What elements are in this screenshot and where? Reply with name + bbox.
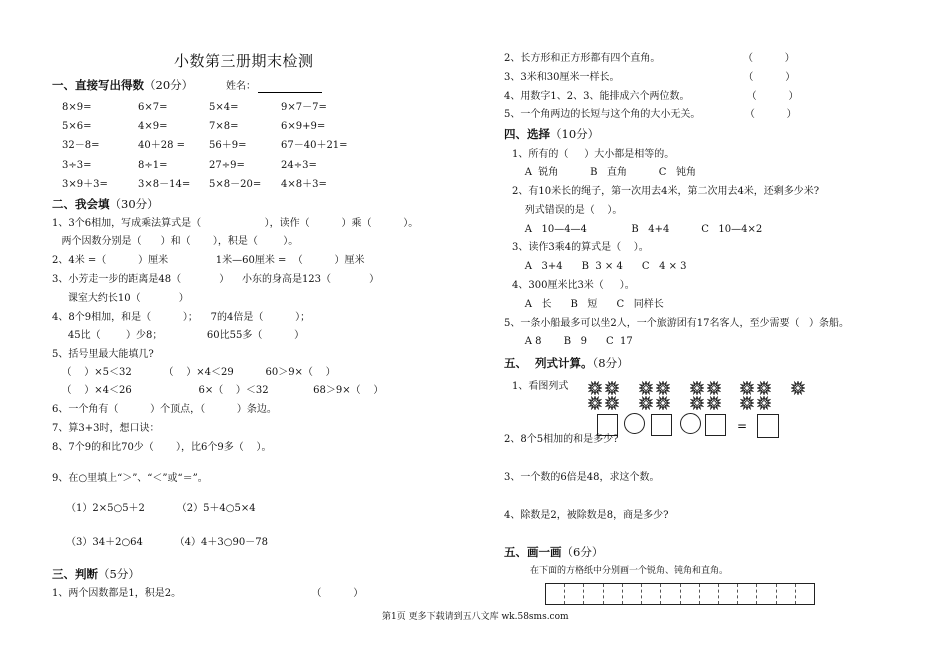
choice-question-line: 列式错误的是（ ）。 xyxy=(512,205,623,216)
sunburst-flower-icon xyxy=(740,381,754,395)
sunburst-flower-icon xyxy=(757,396,771,410)
fill-question-line: （ ）×5＜32 （ ）×4＜29 60＞9×（ ） xyxy=(52,367,336,378)
section-1-points: （20分） xyxy=(144,78,194,92)
arithmetic-item: 8×9= xyxy=(62,102,92,113)
sunburst-flower-icon xyxy=(656,381,670,395)
section-4-points: （10分） xyxy=(550,127,600,141)
section-6-heading xyxy=(504,546,603,560)
section-3-points: （5分） xyxy=(98,567,140,581)
answer-box-2[interactable] xyxy=(651,414,672,436)
grid-paper[interactable] xyxy=(545,583,815,605)
fill-question-line: 8、7个9的和比70少（ ），比6个9多（ ）。 xyxy=(52,442,272,453)
sunburst-flower-icon xyxy=(639,381,653,395)
calc-q3: 3、一个数的6倍是48，求这个数。 xyxy=(504,472,660,483)
fill-question-line: 两个因数分别是（ ）和（ ），积是（ ）。 xyxy=(52,236,299,247)
arithmetic-item: 27÷9= xyxy=(209,159,245,171)
section-1-title: 一、直接写出得数 xyxy=(52,78,144,92)
arithmetic-item: 4×8＋3= xyxy=(281,178,327,190)
section-6-title: 五、画一画 xyxy=(504,545,562,559)
sunburst-flower-icon xyxy=(757,381,771,395)
judge-line: 2、长方形和正方形都有四个直角。 （ ） xyxy=(504,53,795,64)
sunburst-flower-icon xyxy=(656,396,670,410)
choice-question-line: 3、读作3乘4的算式是（ ）。 xyxy=(512,242,649,253)
choice-question-line: 2、有10米长的绳子，第一次用去4米，第二次用去4米，还剩多少米? xyxy=(512,186,820,197)
judge-line: 4、用数字1、2、3、能排成六个两位数。 （ ） xyxy=(504,91,799,102)
arithmetic-item: 56＋9= xyxy=(209,140,247,152)
choice-question-line: A 3+4 B 3 × 4 C 4 × 3 xyxy=(512,261,687,272)
page-footer: 第1页 更多下载请到五八文库 wk.58sms.com xyxy=(382,612,569,622)
arithmetic-item: 9×7－7= xyxy=(281,102,327,113)
operator-circle-2[interactable] xyxy=(680,413,701,434)
choice-question-line: A 10—4—4 B 4+4 C 10—4×2 xyxy=(512,224,763,235)
name-label: 姓名： xyxy=(226,81,256,92)
section-2-points: （30分） xyxy=(109,197,159,211)
arithmetic-item: 4×9= xyxy=(138,121,168,133)
section-2-heading xyxy=(52,198,159,212)
arithmetic-item: 3÷3= xyxy=(62,159,92,171)
section-1-heading xyxy=(52,79,193,93)
arithmetic-item: 67－40＋21= xyxy=(281,140,348,152)
answer-box-result[interactable] xyxy=(757,414,779,438)
sunburst-flower-icon xyxy=(740,396,754,410)
fill-question-line: 课室大约长10（ ） xyxy=(52,293,189,304)
arithmetic-item: 5×4= xyxy=(209,102,239,113)
sunburst-flower-icon xyxy=(707,396,721,410)
choice-question-line: 5、一条小船最多可以坐2人，一个旅游团有17名客人，至少需要（ ）条船。 xyxy=(504,318,849,329)
arithmetic-item: 3×8－14= xyxy=(138,178,191,190)
section-4-heading xyxy=(504,128,599,142)
answer-box-3[interactable] xyxy=(705,414,726,436)
section-5-title: 五、 列式计算。 xyxy=(504,356,593,370)
choice-question-line: A 长 B 短 C 同样长 xyxy=(512,299,664,310)
judge-line: 3、3米和30厘米一样长。 （ ） xyxy=(504,72,796,83)
sunburst-flower-icon xyxy=(588,381,602,395)
equals-sign: = xyxy=(737,419,748,433)
section-4-title: 四、选择 xyxy=(504,127,550,141)
fill-question-line: （3）34＋2○64 （4）4＋3○90－78 xyxy=(66,537,268,548)
fill-question-line: 2、4米 =（ ）厘米 1米—60厘米 = （ ）厘米 xyxy=(52,255,365,266)
choice-question-line: A 8 B 9 C 17 xyxy=(512,336,633,347)
choice-question-line: A 锐角 B 直角 C 钝角 xyxy=(512,167,696,178)
name-blank[interactable] xyxy=(258,82,322,93)
fill-question-line: （ ）×4＜26 6×（ ）＜32 68＞9×（ ） xyxy=(52,385,384,396)
sunburst-flower-icon xyxy=(690,381,704,395)
fill-question-line: （1）2×5○5＋2 （2）5＋4○5×4 xyxy=(66,503,256,514)
judge-line: 5、一个角两边的长短与这个角的大小无关。 （ ） xyxy=(504,109,797,120)
answer-box-1[interactable] xyxy=(597,414,618,436)
sunburst-flower-icon xyxy=(707,381,721,395)
arithmetic-item: 5×8－20= xyxy=(209,178,262,190)
fill-question-line: 3、小芳走一步的距离是48（ ） 小东的身高是123（ ） xyxy=(52,274,380,285)
arithmetic-item: 7×8= xyxy=(209,121,239,133)
section-6-points: （6分） xyxy=(561,545,604,559)
sunburst-flower-icon xyxy=(588,396,602,410)
section-2-title: 二、我会填 xyxy=(52,197,110,211)
choice-question-line: 1、所有的（ ）大小都是相等的。 xyxy=(512,149,675,160)
operator-circle-1[interactable] xyxy=(624,413,645,434)
calc-q4: 4、除数是2，被除数是8，商是多少? xyxy=(504,510,669,521)
arithmetic-item: 3×9＋3= xyxy=(62,178,108,190)
fill-question-line: 45比（ ）少8； 60比55多（ ） xyxy=(52,330,305,341)
arithmetic-item: 24÷3= xyxy=(281,159,317,171)
arithmetic-item: 40＋28 = xyxy=(138,140,186,152)
judge-line-1: 1、两个因数都是1，积是2。 （ ） xyxy=(52,588,364,599)
arithmetic-item: 6×7= xyxy=(138,102,168,113)
page-title: 小数第三册期末检测 xyxy=(174,52,314,70)
sunburst-flower-icon xyxy=(791,381,805,395)
section-3-title: 三、判断 xyxy=(52,567,98,581)
fill-question-line: 7、算3+3时，想口诀： xyxy=(52,423,160,434)
choice-question-line: 4、300厘米比3米（ ）。 xyxy=(512,280,635,291)
fill-question-line: 6、一个角有（ ）个顶点，（ ）条边。 xyxy=(52,404,277,415)
arithmetic-item: 6×9+9= xyxy=(281,121,326,133)
fill-question-line: 9、在○里填上“＞”、“＜”或“＝”。 xyxy=(52,473,208,484)
fill-question-line: 4、8个9相加，和是（ ）； 7的4倍是（ ）； xyxy=(52,312,311,323)
section-5-heading xyxy=(504,357,629,371)
section-3-heading xyxy=(52,568,140,582)
calc-q2: 2、8个5相加的和是多少? xyxy=(504,434,619,445)
calc-q1: 1、看图列式 xyxy=(512,381,569,392)
sunburst-flower-icon xyxy=(639,396,653,410)
arithmetic-item: 8÷1= xyxy=(138,159,168,171)
sunburst-flower-icon xyxy=(605,381,619,395)
drawing-instruction: 在下面的方格纸中分别画一个锐角、钝角和直角。 xyxy=(530,566,729,576)
sunburst-flower-icon xyxy=(605,396,619,410)
fill-question-line: 1、3个6相加，写成乘法算式是（ ），读作（ ）乘（ ）。 xyxy=(52,218,419,229)
name-field[interactable] xyxy=(226,81,322,93)
arithmetic-item: 32－8= xyxy=(62,140,100,152)
section-5-points: （8分） xyxy=(592,356,629,370)
sunburst-flower-icon xyxy=(690,396,704,410)
fill-question-line: 5、括号里最大能填几? xyxy=(52,349,154,360)
arithmetic-item: 5×6= xyxy=(62,121,92,133)
